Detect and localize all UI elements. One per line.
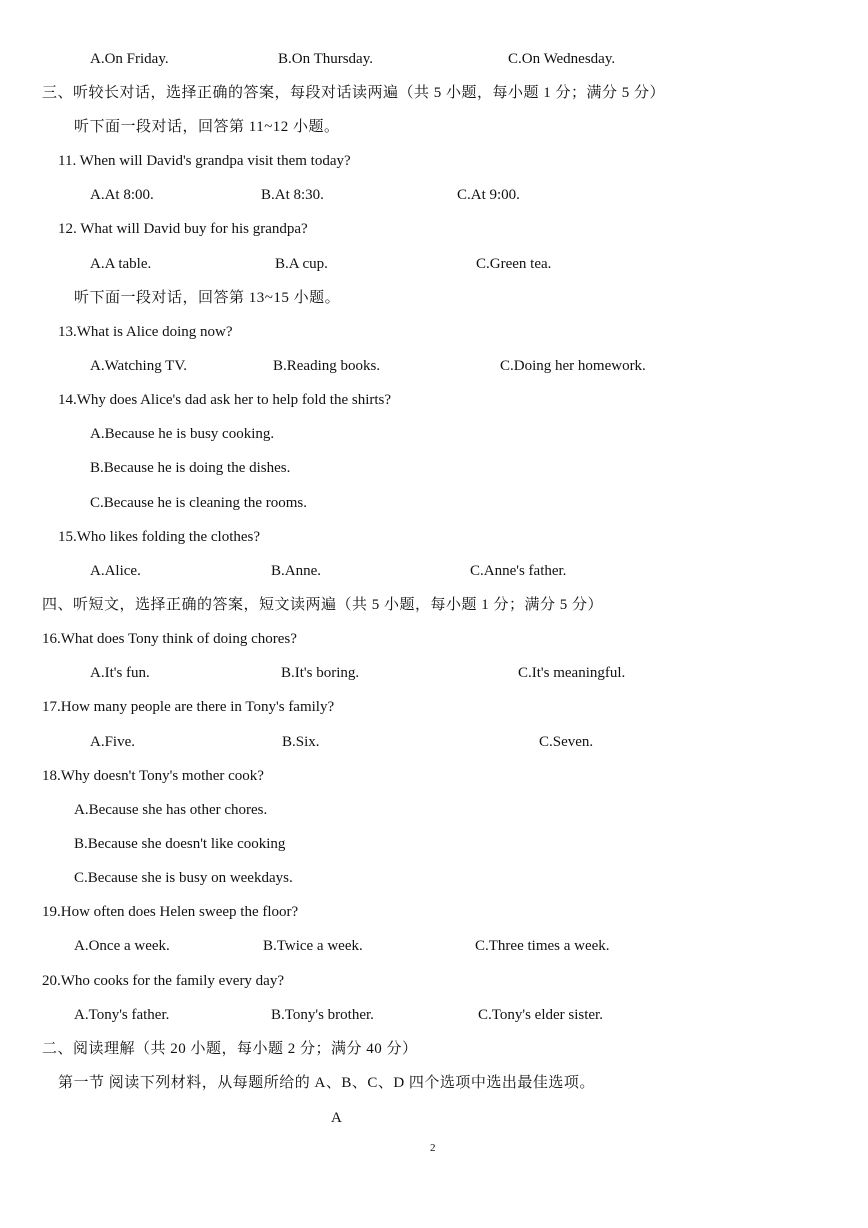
option-a: A.Five. (90, 734, 135, 750)
option-c: C.At 9:00. (457, 187, 520, 203)
option-c: C.Three times a week. (475, 938, 610, 954)
option-b: B.Because she doesn't like cooking (74, 836, 286, 852)
question-15: 15.Who likes folding the clothes? (58, 529, 261, 545)
dialogue-intro: 听下面一段对话，回答第 11~12 小题。 (74, 119, 340, 135)
option-c: C.On Wednesday. (508, 51, 616, 67)
option-b: B.A cup. (275, 256, 328, 272)
option-c: C.Tony's elder sister. (478, 1007, 603, 1023)
option-c: C.Because he is cleaning the rooms. (90, 495, 308, 511)
option-b: B.Because he is doing the dishes. (90, 460, 291, 476)
option-b: B.On Thursday. (278, 51, 373, 67)
question-17: 17.How many people are there in Tony's family? (42, 699, 335, 715)
page-number: 2 (430, 1142, 436, 1154)
option-c: C.Anne's father. (470, 563, 567, 579)
option-c: C.Seven. (539, 734, 594, 750)
option-a: A.Tony's father. (74, 1007, 170, 1023)
question-20: 20.Who cooks for the family every day? (42, 973, 284, 989)
option-b: B.At 8:30. (261, 187, 324, 203)
dialogue-intro: 听下面一段对话，回答第 13~15 小题。 (74, 290, 341, 306)
passage-label: A (331, 1110, 342, 1126)
option-a: A.Once a week. (74, 938, 170, 954)
section-heading: 四、听短文，选择正确的答案，短文读两遍（共 5 小题，每小题 1 分；满分 5 分） (42, 597, 604, 613)
option-b: B.Six. (282, 734, 320, 750)
question-12: 12. What will David buy for his grandpa? (58, 221, 308, 237)
option-a: A.A table. (90, 256, 152, 272)
option-b: B.Tony's brother. (271, 1007, 374, 1023)
option-c: C.Green tea. (476, 256, 552, 272)
option-a: A.On Friday. (90, 51, 169, 67)
option-c: C.It's meaningful. (518, 665, 626, 681)
section-heading: 二、阅读理解（共 20 小题，每小题 2 分；满分 40 分） (42, 1041, 418, 1057)
question-14: 14.Why does Alice's dad ask her to help fold the shirts? (58, 392, 392, 408)
question-16: 16.What does Tony think of doing chores? (42, 631, 297, 647)
option-b: B.Twice a week. (263, 938, 363, 954)
question-13: 13.What is Alice doing now? (58, 324, 233, 340)
option-c: C.Because she is busy on weekdays. (74, 870, 293, 886)
question-19: 19.How often does Helen sweep the floor? (42, 904, 299, 920)
option-b: B.Reading books. (273, 358, 381, 374)
section-heading: 三、听较长对话，选择正确的答案，每段对话读两遍（共 5 小题，每小题 1 分；满分 5 分） (42, 85, 666, 101)
option-a: A.Because he is busy cooking. (90, 426, 275, 442)
option-c: C.Doing her homework. (500, 358, 646, 374)
option-a: A.At 8:00. (90, 187, 154, 203)
reading-instruction: 第一节 阅读下列材料，从每题所给的 A、B、C、D 四个选项中选出最佳选项。 (58, 1075, 595, 1091)
option-b: B.It's boring. (281, 665, 360, 681)
question-11: 11. When will David's grandpa visit them today? (58, 153, 351, 169)
option-a: A.Because she has other chores. (74, 802, 268, 818)
question-18: 18.Why doesn't Tony's mother cook? (42, 768, 264, 784)
option-b: B.Anne. (271, 563, 321, 579)
option-a: A.Alice. (90, 563, 141, 579)
option-a: A.It's fun. (90, 665, 150, 681)
option-a: A.Watching TV. (90, 358, 187, 374)
